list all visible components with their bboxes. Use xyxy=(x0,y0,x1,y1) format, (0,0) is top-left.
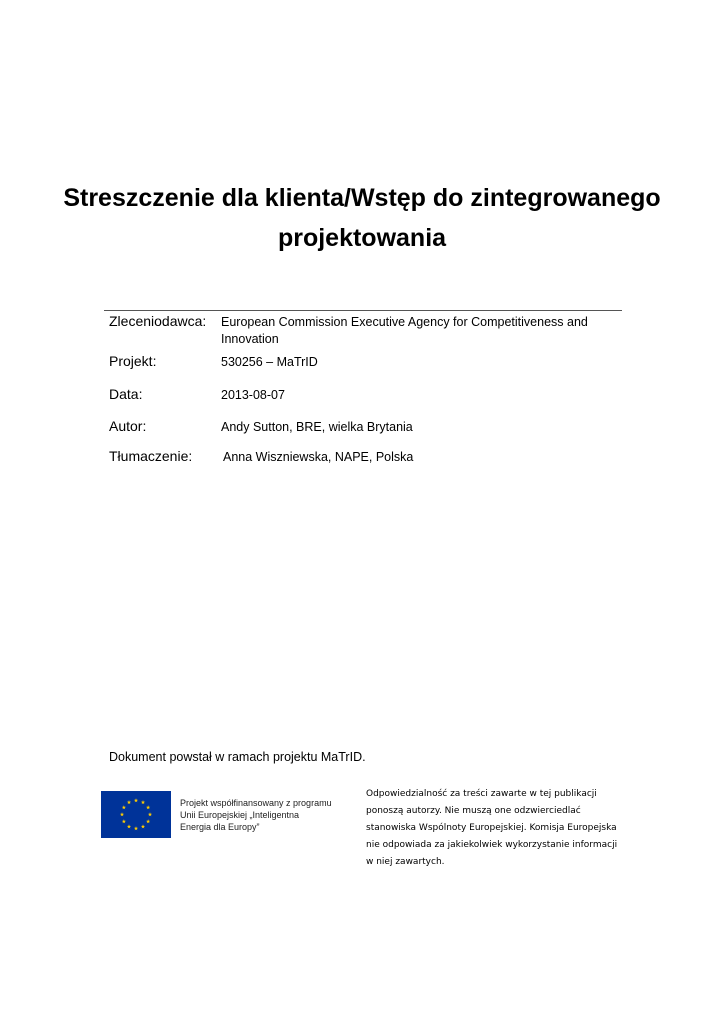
meta-value: 530256 – MaTrID xyxy=(221,355,318,369)
meta-value: Andy Sutton, BRE, wielka Brytania xyxy=(221,420,413,434)
disclaimer-text xyxy=(366,786,631,871)
meta-label: Tłumaczenie: xyxy=(109,448,193,464)
meta-label: Autor: xyxy=(109,418,147,434)
cofinancing-line: Energia dla Europy” xyxy=(180,822,260,832)
meta-value: Anna Wiszniewska, NAPE, Polska xyxy=(223,450,414,464)
disclaimer-line: Odpowiedzialność za treści zawarte w tej publikacji xyxy=(366,789,597,799)
document-title: Streszczenie dla klienta/Wstęp do zintegrowanego projektowania xyxy=(63,184,661,252)
meta-label: Zleceniodawca: xyxy=(109,313,207,329)
meta-value: European Commission Executive Agency for Competitiveness and Innovation xyxy=(221,315,588,346)
header-divider xyxy=(104,310,622,311)
disclaimer-line: stanowiska Wspólnoty Europejskiej. Komisja Europejska xyxy=(366,823,617,833)
cofinancing-text xyxy=(180,797,355,833)
cofinancing-line: Projekt współfinansowany z programu xyxy=(180,798,332,808)
eu-flag-icon xyxy=(101,791,171,838)
meta-label: Data: xyxy=(109,386,143,402)
disclaimer-line: ponoszą autorzy. Nie muszą one odzwierciedlać xyxy=(366,806,581,816)
disclaimer-line: w niej zawartych. xyxy=(366,857,445,867)
project-note: Dokument powstał w ramach projektu MaTrID. xyxy=(109,750,366,764)
disclaimer-line: nie odpowiada za jakiekolwiek wykorzystanie informacji xyxy=(366,840,618,850)
meta-label: Projekt: xyxy=(109,353,157,369)
cofinancing-line: Unii Europejskiej „Inteligentna xyxy=(180,810,300,820)
meta-value: 2013-08-07 xyxy=(221,388,285,402)
